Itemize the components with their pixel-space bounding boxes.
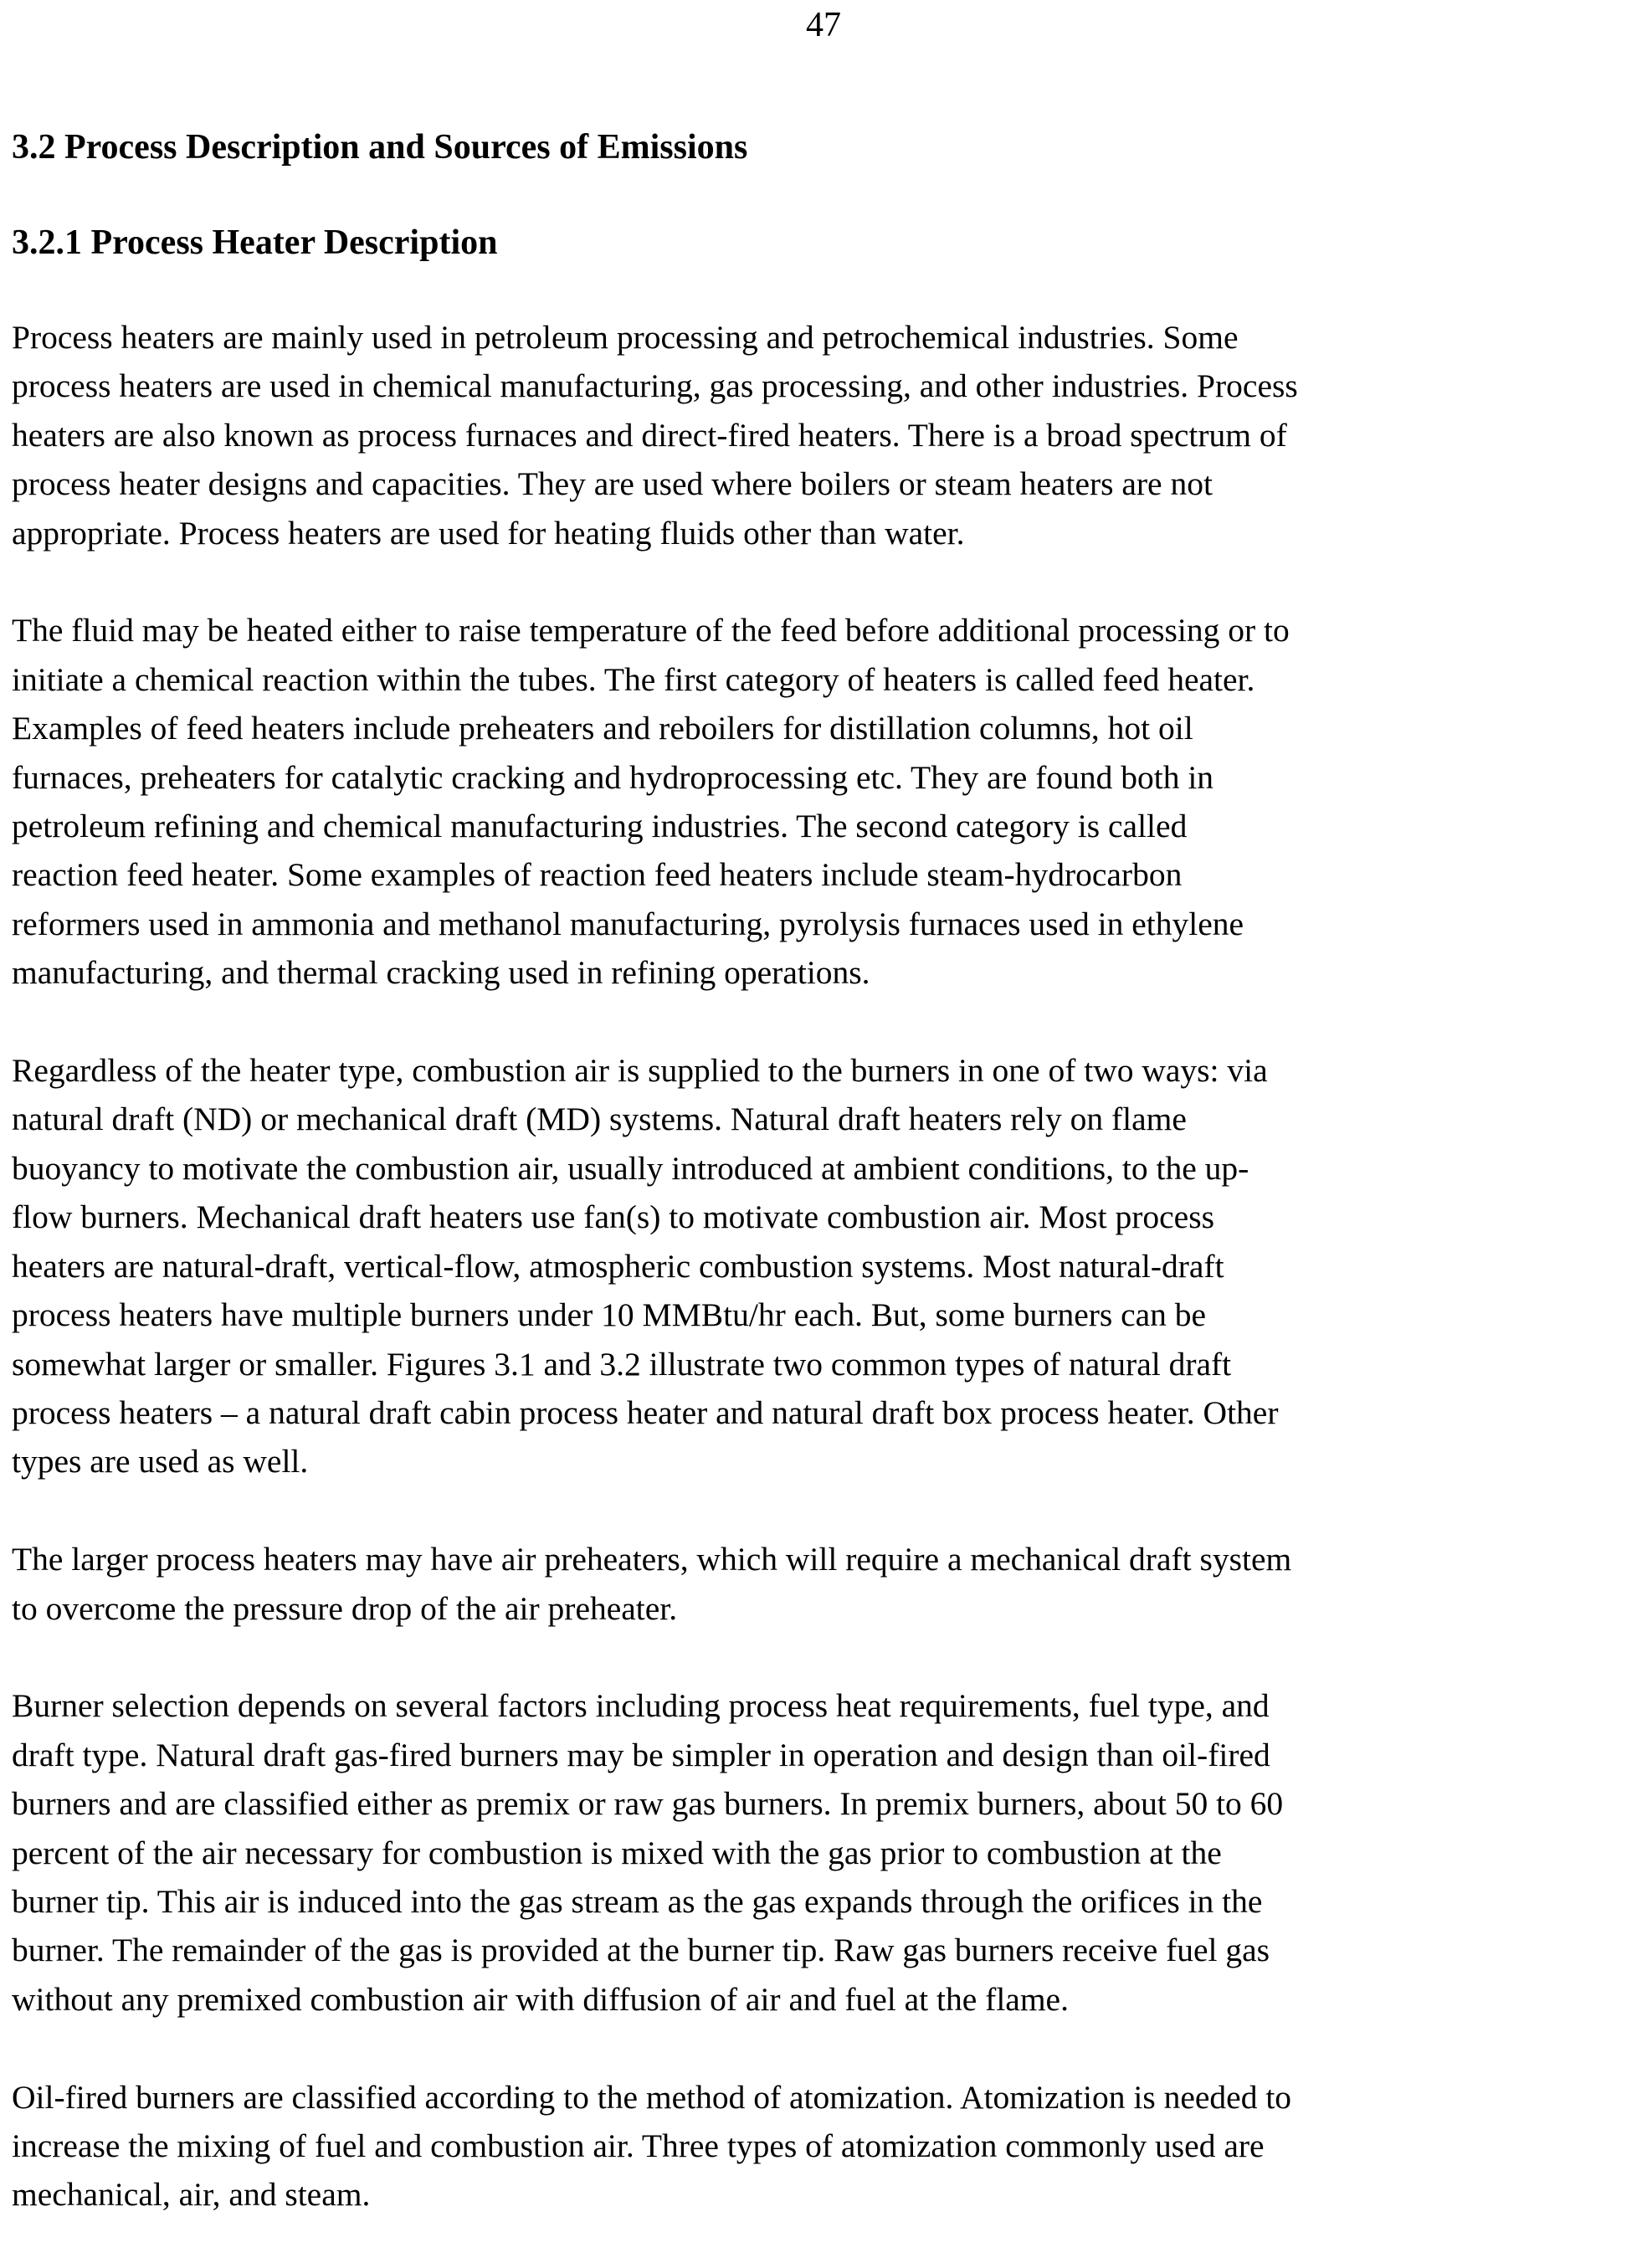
text-line: The larger process heaters may have air preheaters, which will require a mechanical draft system [12,1541,1292,1578]
page-number: 47 [806,6,841,44]
text-line: initiate a chemical reaction within the tubes. The first category of heaters is called feed heater. [12,660,1255,698]
text-line: process heaters – a natural draft cabin process heater and natural draft box process heater. Other [12,1393,1279,1431]
text-line: process heaters are used in chemical manufacturing, gas processing, and other industries. Process [12,367,1298,405]
text-line: furnaces, preheaters for catalytic cracking and hydroprocessing etc. They are found both in [12,758,1214,796]
text-line: Process heaters are mainly used in petroleum processing and petrochemical industries. Some [12,319,1239,356]
text-line: burner. The remainder of the gas is provided at the burner tip. Raw gas burners receive fuel gas [12,1932,1270,1969]
text-line: reaction feed heater. Some examples of reaction feed heaters include steam-hydrocarbon [12,856,1183,894]
paragraph [12,2073,1644,2219]
text-line: process heater designs and capacities. They are used where boilers or steam heaters are not [12,465,1213,503]
paragraph [12,313,1644,557]
paragraph [12,606,1644,997]
text-line: Oil-fired burners are classified according to the method of atomization. Atomization is needed to [12,2078,1292,2116]
text-line: Examples of feed heaters include preheaters and reboilers for distillation columns, hot oil [12,710,1193,747]
text-line: Burner selection depends on several factors including process heat requirements, fuel type, and [12,1687,1270,1725]
body-text [12,313,1644,2268]
text-line: increase the mixing of fuel and combustion air. Three types of atomization commonly used are [12,2127,1265,2164]
text-line: petroleum refining and chemical manufacturing industries. The second category is called [12,808,1188,845]
text-line: without any premixed combustion air with diffusion of air and fuel at the flame. [12,1980,1069,2018]
text-line: appropriate. Process heaters are used for heating fluids other than water. [12,514,965,552]
text-line: percent of the air necessary for combustion is mixed with the gas prior to combustion at the [12,1834,1222,1871]
paragraph [12,1681,1644,2024]
text-line: to overcome the pressure drop of the air preheater. [12,1589,678,1627]
text-line: burners and are classified either as premix or raw gas burners. In premix burners, about 50 to 60 [12,1785,1284,1823]
text-line: reformers used in ammonia and methanol manufacturing, pyrolysis furnaces used in ethylene [12,905,1244,942]
text-line: mechanical, air, and steam. [12,2176,371,2214]
paragraph [12,1046,1644,1486]
text-line: draft type. Natural draft gas-fired burners may be simpler in operation and design than oil-fired [12,1736,1270,1773]
text-line: buoyancy to motivate the combustion air, usually introduced at ambient conditions, to the up- [12,1149,1249,1187]
paragraph [12,1535,1644,1633]
text-line: heaters are also known as process furnaces and direct-fired heaters. There is a broad spectrum of [12,416,1287,454]
text-line: natural draft (ND) or mechanical draft (MD) systems. Natural draft heaters rely on flame [12,1101,1187,1138]
section-heading: 3.2 Process Description and Sources of Emissions [12,128,748,167]
text-line: burner tip. This air is induced into the gas stream as the gas expands through the orifices in the [12,1882,1263,1920]
text-line: heaters are natural-draft, vertical-flow, atmospheric combustion systems. Most natural-draft [12,1247,1224,1285]
text-line: process heaters have multiple burners under 10 MMBtu/hr each. But, some burners can be [12,1296,1207,1334]
text-line: manufacturing, and thermal cracking used in refining operations. [12,954,870,992]
subsection-heading: 3.2.1 Process Heater Description [12,223,498,262]
text-line: flow burners. Mechanical draft heaters use fan(s) to motivate combustion air. Most process [12,1198,1214,1236]
text-line: Regardless of the heater type, combustion air is supplied to the burners in one of two ways: via [12,1052,1268,1090]
text-line: The fluid may be heated either to raise temperature of the feed before additional processing or to [12,612,1290,649]
text-line: somewhat larger or smaller. Figures 3.1 and 3.2 illustrate two common types of natural draft [12,1345,1232,1383]
text-line: types are used as well. [12,1443,309,1480]
